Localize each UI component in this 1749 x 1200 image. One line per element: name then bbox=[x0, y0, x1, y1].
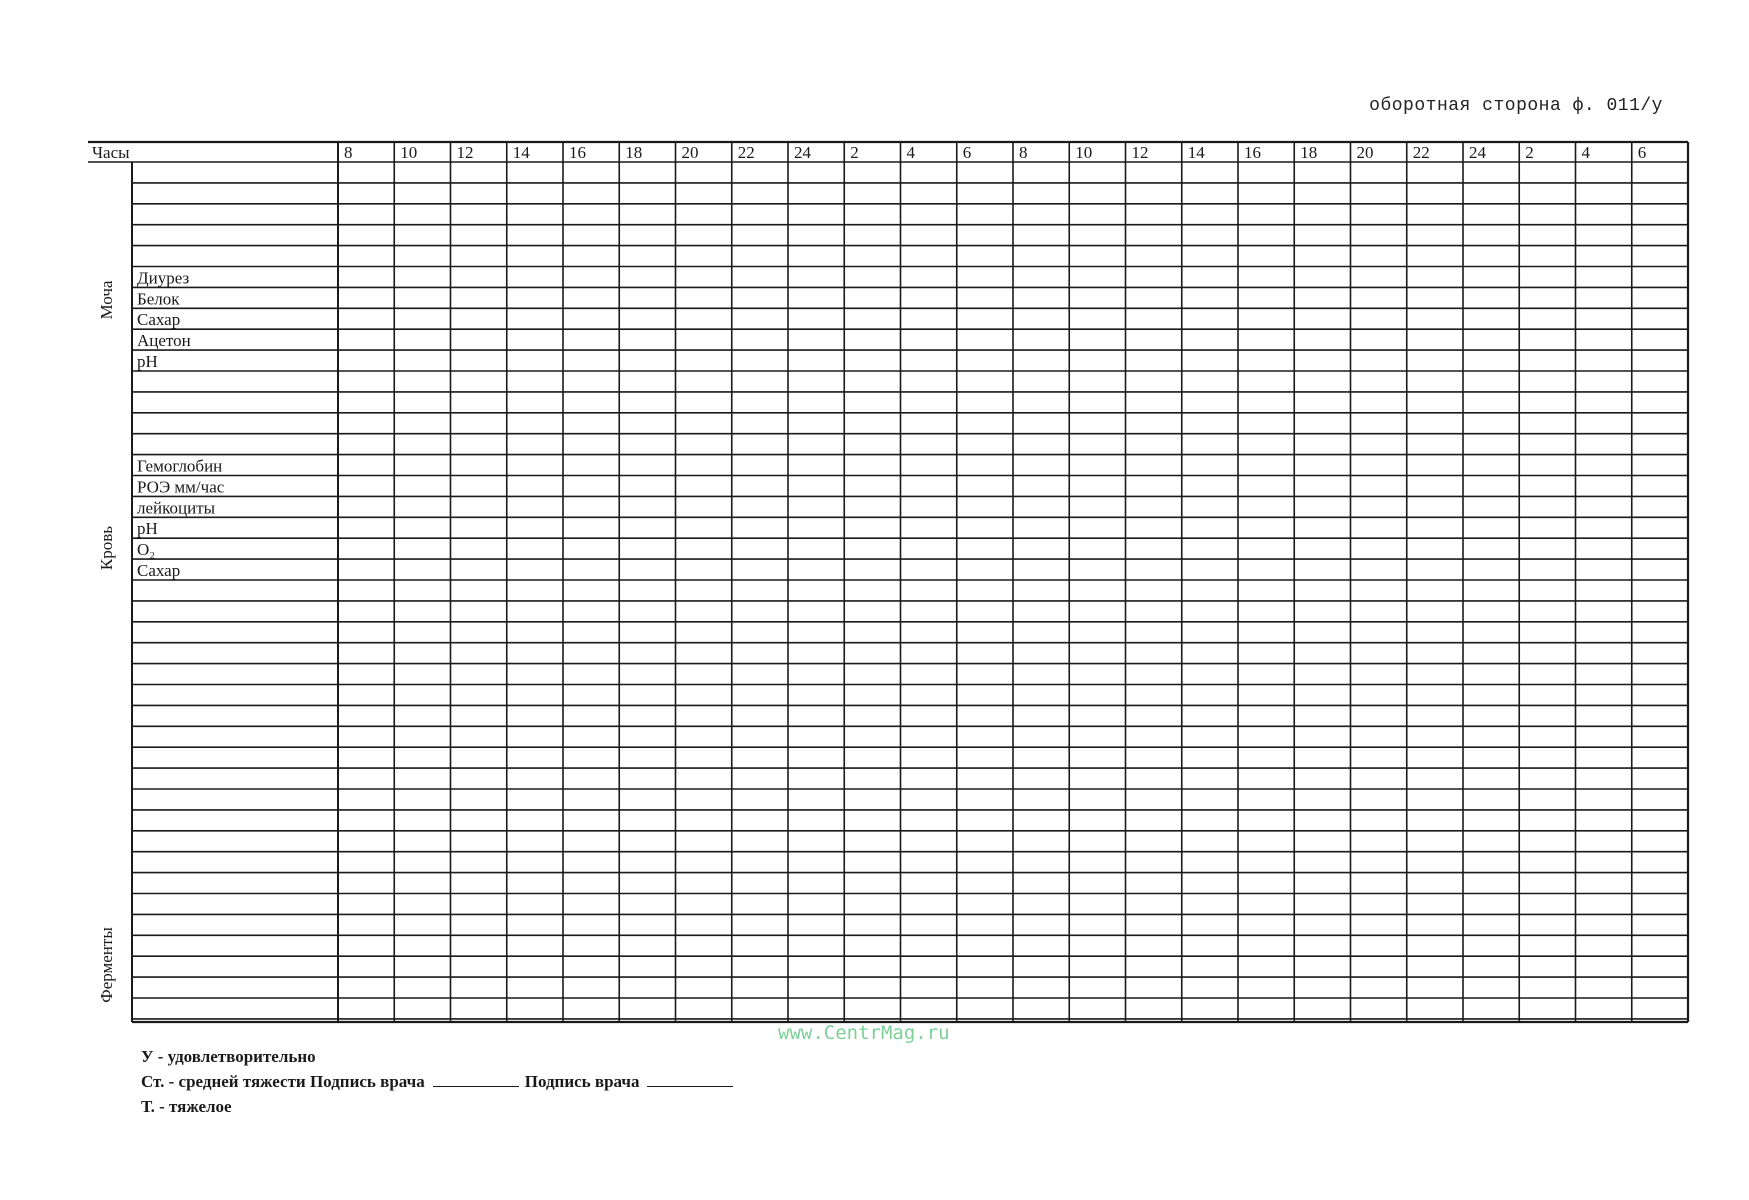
hour-label: 6 bbox=[962, 143, 972, 162]
hour-label: 18 bbox=[625, 143, 643, 162]
urine-row-label: Ацетон bbox=[137, 331, 191, 351]
hours-header: Часы bbox=[92, 143, 130, 162]
hour-label: 4 bbox=[1581, 143, 1590, 162]
hour-label: 20 bbox=[681, 143, 699, 162]
blood-row-labels bbox=[137, 457, 225, 581]
watermark: www.CentrMag.ru bbox=[778, 1022, 950, 1044]
legend-severe: Т. - тяжелое bbox=[141, 1097, 232, 1116]
hour-label: 12 bbox=[456, 143, 474, 162]
blood-row-label: РОЭ мм/час bbox=[137, 477, 225, 497]
grid-lines bbox=[88, 142, 1688, 1022]
hour-label: 14 bbox=[1187, 143, 1205, 162]
blood-row-label: O₂ bbox=[137, 540, 156, 560]
hour-label: 14 bbox=[512, 143, 530, 162]
hour-label: 12 bbox=[1131, 143, 1149, 162]
legend-moderate-text: Ст. - средней тяжести Подпись врача bbox=[141, 1072, 425, 1091]
legend bbox=[141, 1044, 739, 1119]
blood-row-label: Сахар bbox=[137, 561, 181, 580]
hour-label: 10 bbox=[400, 143, 418, 162]
urine-row-label: pH bbox=[137, 352, 158, 371]
blood-row-label: pH bbox=[137, 519, 158, 539]
hour-label: 8 bbox=[344, 143, 353, 162]
urine-row-labels bbox=[137, 268, 191, 371]
section-label-blood: Кровь bbox=[97, 525, 116, 571]
section-label-urine: Моча bbox=[97, 280, 116, 320]
blood-row-label: лейкоциты bbox=[137, 498, 216, 518]
hour-label: 2 bbox=[850, 143, 859, 162]
hour-label: 22 bbox=[1412, 143, 1430, 162]
hour-label: 6 bbox=[1637, 143, 1647, 162]
hour-label: 24 bbox=[1469, 143, 1486, 162]
hour-label: 4 bbox=[906, 143, 915, 162]
urine-row-label: Диурез bbox=[137, 268, 190, 288]
doctor-signature-label-2: Подпись врача bbox=[524, 1072, 640, 1091]
doctor-signature-line-2[interactable] bbox=[647, 1072, 733, 1087]
legend-satisfactory: У - удовлетворительно bbox=[141, 1047, 316, 1066]
urine-row-label: Белок bbox=[137, 289, 180, 309]
hour-label: 20 bbox=[1356, 143, 1374, 162]
urine-row-label: Сахар bbox=[137, 310, 181, 330]
hour-label: 18 bbox=[1300, 143, 1318, 162]
doctor-signature-line-1[interactable] bbox=[433, 1072, 519, 1087]
hour-labels bbox=[344, 143, 1646, 162]
hour-label: 22 bbox=[737, 143, 755, 162]
section-label-enzymes: Ферменты bbox=[97, 927, 116, 1003]
hour-label: 16 bbox=[1244, 143, 1261, 162]
hour-label: 2 bbox=[1525, 143, 1534, 162]
form-code: оборотная сторона ф. 011/у bbox=[1369, 96, 1663, 116]
hour-label: 24 bbox=[794, 143, 811, 162]
hour-label: 16 bbox=[569, 143, 586, 162]
hour-label: 8 bbox=[1019, 143, 1028, 162]
hour-label: 10 bbox=[1075, 143, 1093, 162]
blood-row-label: Гемоглобин bbox=[137, 456, 223, 476]
legend-moderate bbox=[141, 1069, 739, 1094]
